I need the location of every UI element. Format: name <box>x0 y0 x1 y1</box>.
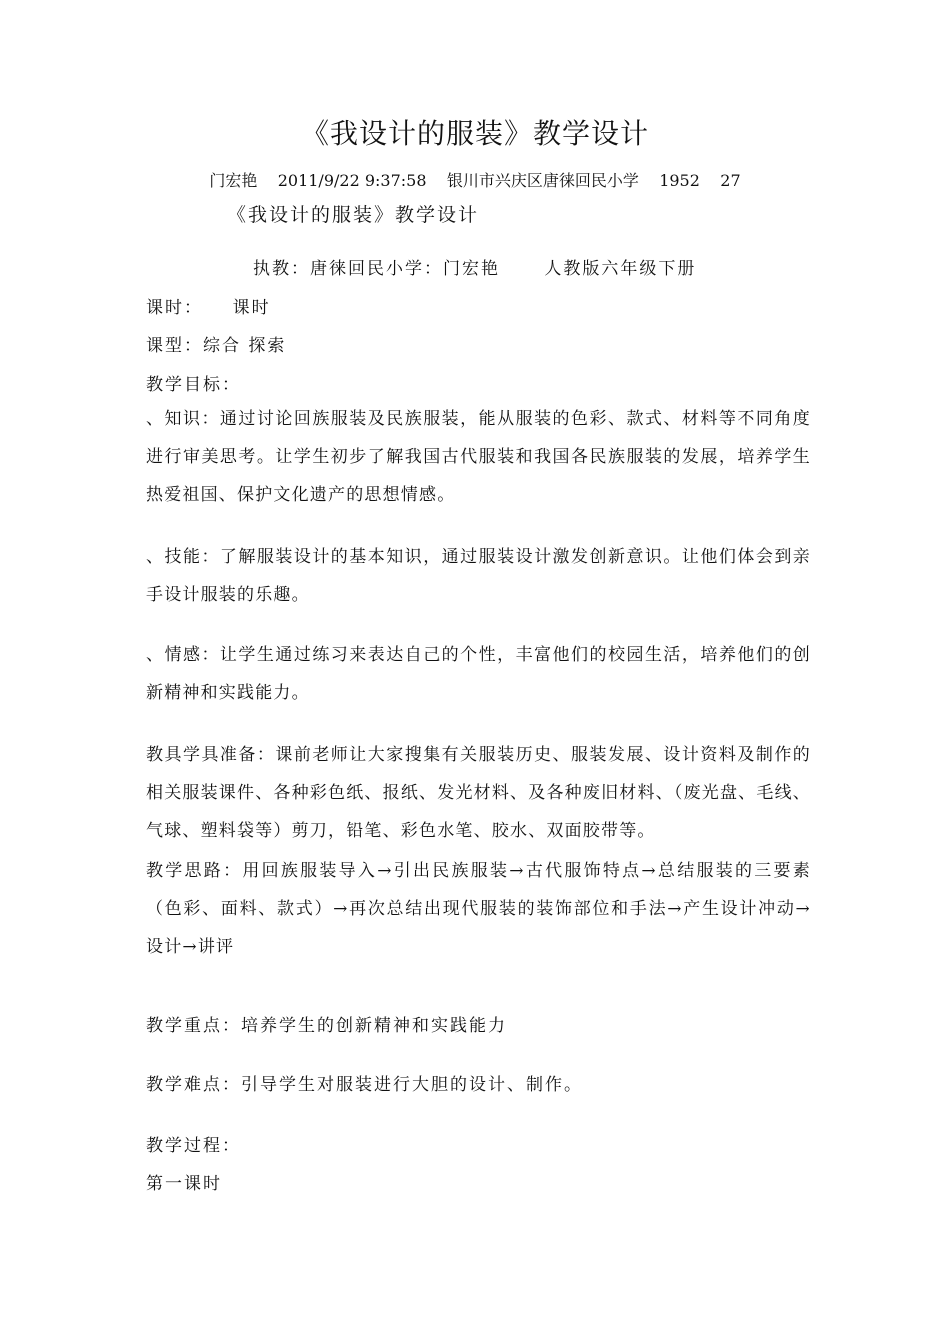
lesson-type: 课型：综合 探索 <box>146 336 287 356</box>
difficulty: 教学难点：引导学生对服装进行大胆的设计、制作。 <box>146 1075 583 1095</box>
document-subtitle: 《我设计的服装》教学设计 <box>227 204 480 226</box>
process-heading: 教学过程： <box>146 1136 241 1156</box>
first-lesson: 第一课时 <box>146 1174 222 1194</box>
approach-paragraph: 教学思路：用回族服装导入→引出民族服装→古代服饰特点→总结服装的三要素（色彩、面料、款式）→再次总结出现代服装的装饰部位和手法→产生设计冲动→设计→讲评 <box>146 861 811 957</box>
goal-skill: 、技能：了解服装设计的基本知识，通过服装设计激发创新意识。让他们体会到亲手设计服装的乐趣。 <box>146 547 811 605</box>
materials-paragraph: 教具学具准备：课前老师让大家搜集有关服装历史、服装发展、设计资料及制作的相关服装课件、各种彩色纸、报纸、发光材料、及各种废旧材料、（废光盘、毛线、气球、塑料袋等）剪刀，铅笔、彩色水笔、胶水、双面胶带等。 <box>146 745 811 841</box>
lesson-time: 课时： 课时 <box>146 298 271 318</box>
teacher-line: 执教：唐徕回民小学：门宏艳 人教版六年级下册 <box>253 259 697 279</box>
key-point: 教学重点：培养学生的创新精神和实践能力 <box>146 1016 507 1036</box>
document-meta: 门宏艳 2011/9/22 9:37:58 银川市兴庆区唐徕回民小学 1952 27 <box>209 171 741 190</box>
document-title: 《我设计的服装》教学设计 <box>300 117 649 150</box>
goals-heading: 教学目标： <box>146 375 241 395</box>
goal-knowledge: 、知识：通过讨论回族服装及民族服装，能从服装的色彩、款式、材料等不同角度进行审美思考。让学生初步了解我国古代服装和我国各民族服装的发展，培养学生热爱祖国、保护文化遗产的思想情感。 <box>146 409 811 505</box>
goal-emotion: 、情感：让学生通过练习来表达自己的个性，丰富他们的校园生活，培养他们的创新精神和实践能力。 <box>146 645 811 703</box>
